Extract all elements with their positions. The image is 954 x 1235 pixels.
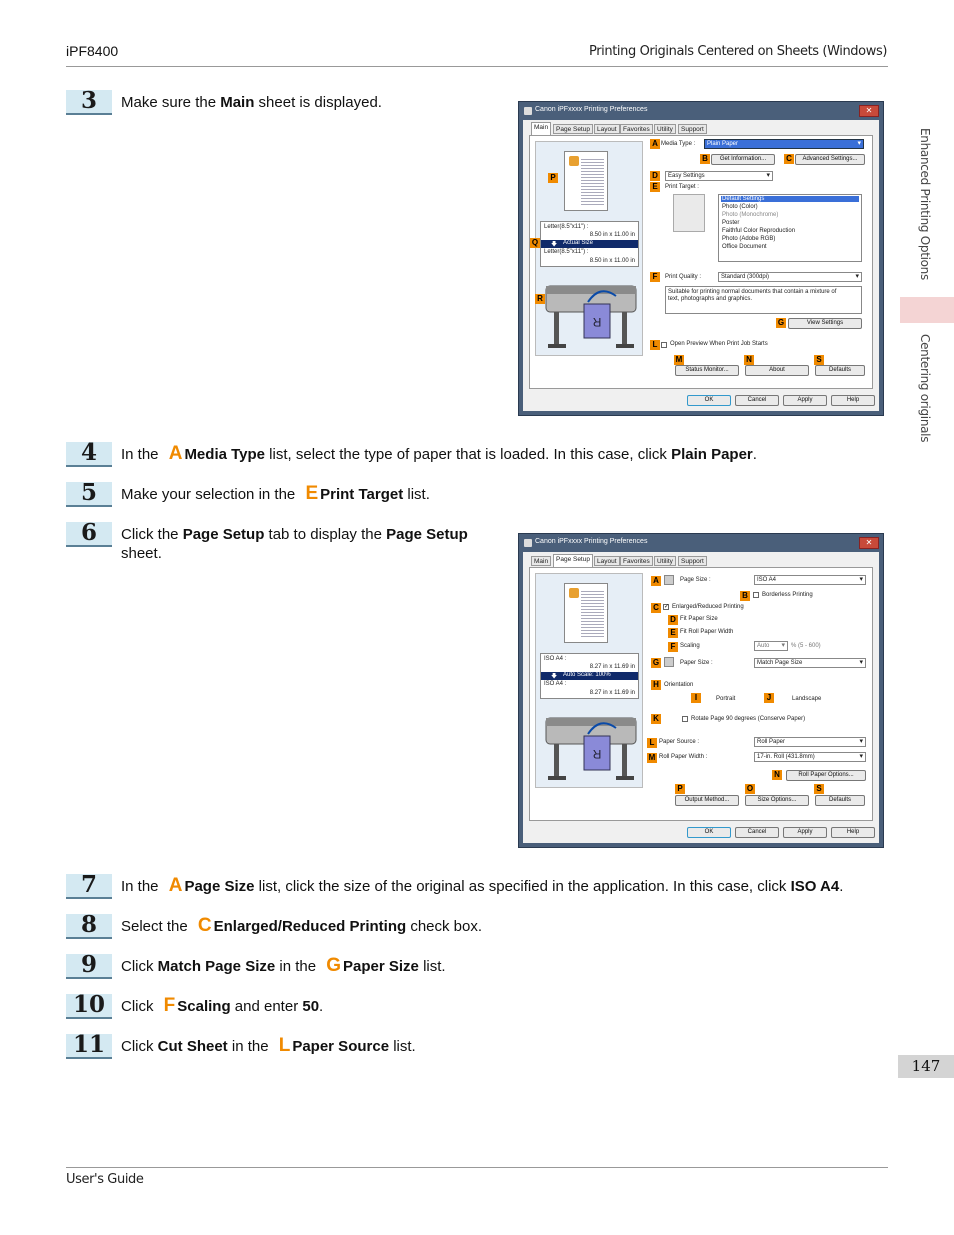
down-arrow-icon: 🡇: [551, 242, 558, 248]
tab-support[interactable]: Support: [678, 556, 707, 566]
view-settings-button[interactable]: View Settings: [788, 318, 862, 329]
marker-a: A: [650, 139, 660, 149]
marker-o: O: [746, 784, 754, 793]
tab-favorites[interactable]: Favorites: [620, 556, 653, 566]
roll-width-select[interactable]: 17-in. Roll (431.8mm) ▾: [754, 752, 866, 762]
marker-n: N: [744, 355, 754, 365]
main-panel: [529, 135, 873, 389]
marker-h: H: [651, 680, 661, 690]
original-size-dims: 8.27 in x 11.69 in: [589, 664, 635, 670]
auto-scale-label: Auto Scale: 100%: [563, 672, 611, 678]
defaults-button[interactable]: Defaults: [815, 795, 865, 806]
media-type-select[interactable]: Plain Paper ▾: [704, 139, 864, 149]
step-number-badge: 8: [66, 914, 112, 939]
scaling-input[interactable]: Auto ▾: [754, 641, 788, 651]
printer-illustration-icon: [544, 704, 640, 784]
help-button[interactable]: Help: [831, 395, 875, 406]
header-model: iPF8400: [66, 43, 119, 59]
svg-text:R: R: [592, 747, 602, 761]
scaling-radio[interactable]: Scaling: [680, 643, 700, 649]
text-lines-graphic: [581, 589, 604, 638]
original-size-label: ISO A4 :: [544, 656, 567, 662]
marker-g: G: [777, 318, 785, 327]
about-button[interactable]: About: [745, 365, 809, 376]
output-size-label: ISO A4 :: [544, 681, 567, 687]
tab-main[interactable]: Main: [531, 122, 551, 135]
advanced-settings-button[interactable]: Advanced Settings...: [795, 154, 865, 165]
marker-l: L: [650, 340, 660, 350]
marker-c: C: [784, 154, 794, 164]
fit-roll-width-radio[interactable]: Fit Roll Paper Width: [680, 629, 734, 635]
print-quality-label: Print Quality :: [665, 274, 702, 280]
side-tab-centering-originals[interactable]: Centering originals: [918, 334, 932, 443]
step-number-badge: 7: [66, 874, 112, 899]
size-options-button[interactable]: Size Options...: [745, 795, 809, 806]
media-type-label: Media Type :: [661, 141, 696, 147]
marker-f: F: [650, 272, 660, 282]
step-number-badge: 9: [66, 954, 112, 979]
paper-size-select[interactable]: Match Page Size ▾: [754, 658, 866, 668]
step-7-text: In the A Page Size list, click the size of the original as specified in the application. In this case, click ISO A4.: [121, 875, 844, 896]
rotate-label: Rotate Page 90 degrees (Conserve Paper): [691, 716, 806, 722]
status-monitor-button[interactable]: Status Monitor...: [675, 365, 739, 376]
page-number: 147: [898, 1055, 954, 1078]
print-target-thumbnail-icon: [673, 194, 705, 232]
borderless-checkbox[interactable]: [753, 592, 759, 598]
defaults-button[interactable]: Defaults: [815, 365, 865, 376]
marker-e: E: [650, 182, 660, 192]
marker-d: D: [668, 615, 678, 625]
step-number-badge: 10: [66, 994, 112, 1019]
printing-preferences-main-screenshot: [518, 101, 884, 416]
marker-m: M: [648, 753, 656, 762]
scaling-range: % (5 - 600): [791, 643, 821, 649]
print-target-option[interactable]: Poster: [722, 220, 740, 226]
open-preview-checkbox[interactable]: [661, 342, 667, 348]
step-3-text: Make sure the Main sheet is displayed.: [121, 94, 382, 111]
tab-main[interactable]: Main: [531, 556, 551, 566]
description-box: [665, 286, 862, 314]
paper-preview: [564, 151, 608, 211]
step-6-text: Click the Page Setup tab to display the Page Setup sheet.: [121, 526, 468, 562]
marker-e: E: [668, 628, 678, 638]
step-8-text: Select the C Enlarged/Reduced Printing check box.: [121, 915, 483, 936]
rotate-checkbox[interactable]: [682, 716, 688, 722]
printing-preferences-page-setup-screenshot: [518, 533, 884, 848]
scale-bar: [541, 240, 638, 248]
marker-l: L: [647, 738, 657, 748]
marker-d: D: [650, 171, 660, 181]
marker-a: A: [651, 576, 661, 586]
marker-g: G: [652, 658, 660, 667]
page-size-icon: [664, 575, 674, 585]
text-lines-graphic: [581, 157, 604, 206]
marker-j: J: [764, 693, 774, 703]
tab-support[interactable]: Support: [678, 124, 707, 134]
output-size-dims: 8.27 in x 11.69 in: [589, 690, 635, 696]
marker-q: Q: [531, 238, 539, 247]
paper-source-select[interactable]: Roll Paper ▾: [754, 737, 866, 747]
marker-r: R: [535, 294, 545, 304]
output-size-dims: 8.50 in x 11.00 in: [589, 258, 635, 264]
marker-n: N: [772, 770, 782, 780]
tab-layout[interactable]: Layout: [594, 556, 620, 566]
step-number-badge: 5: [66, 482, 112, 507]
close-icon[interactable]: ✕: [859, 537, 879, 549]
dialog-title: Canon iPFxxxx Printing Preferences: [535, 538, 648, 545]
step-number-badge: 11: [66, 1034, 112, 1059]
photo-thumbnail-icon: [569, 156, 579, 166]
open-preview-label: Open Preview When Print Job Starts: [670, 341, 768, 347]
fit-paper-size-radio[interactable]: Fit Paper Size: [680, 616, 718, 622]
output-size-label: Letter(8.5"x11") :: [544, 249, 589, 255]
photo-thumbnail-icon: [569, 588, 579, 598]
print-quality-select[interactable]: Standard (300dpi) ▾: [718, 272, 862, 282]
print-target-option[interactable]: Office Document: [722, 244, 767, 250]
apply-button[interactable]: Apply: [783, 827, 827, 838]
side-tab-enhanced-printing[interactable]: Enhanced Printing Options: [918, 128, 932, 280]
page-size-label: Page Size :: [680, 577, 711, 583]
marker-i: I: [691, 693, 701, 703]
help-button[interactable]: Help: [831, 827, 875, 838]
apply-button[interactable]: Apply: [783, 395, 827, 406]
tab-utility[interactable]: Utility: [654, 124, 676, 134]
printer-illustration-icon: [544, 272, 640, 352]
cancel-button[interactable]: Cancel: [735, 395, 779, 406]
roll-paper-options-button[interactable]: Roll Paper Options...: [786, 770, 866, 781]
original-size-label: Letter(8.5"x11") :: [544, 224, 589, 230]
marker-s: S: [814, 355, 824, 365]
orientation-label: Orientation: [664, 682, 694, 688]
original-size-dims: 8.50 in x 11.00 in: [589, 232, 635, 238]
print-target-option[interactable]: Faithful Color Reproduction: [722, 228, 796, 234]
tab-page-setup[interactable]: Page Setup: [553, 124, 593, 134]
enlarged-checkbox[interactable]: ✓: [664, 604, 670, 610]
scale-bar: [541, 672, 638, 680]
print-target-description: Suitable for printing normal documents that contain a mixture of text, photographs and graphics.: [668, 289, 837, 302]
print-target-option[interactable]: Photo (Monochrome): [722, 212, 779, 218]
actual-size-label: Actual Size: [563, 240, 594, 246]
print-target-label: Print Target :: [665, 184, 699, 190]
side-tab-highlight: [900, 297, 954, 323]
dialog-body: [523, 120, 879, 411]
dialog-title: Canon iPFxxxx Printing Preferences: [535, 106, 648, 113]
ok-button[interactable]: OK: [687, 395, 731, 406]
marker-m: M: [675, 355, 683, 364]
paper-source-label: Paper Source :: [659, 739, 700, 745]
step-number-badge: 4: [66, 442, 112, 467]
easy-settings-select[interactable]: Easy Settings ▾: [665, 171, 773, 181]
portrait-radio[interactable]: Portrait: [716, 696, 736, 702]
marker-c: C: [651, 603, 661, 613]
down-arrow-icon: 🡇: [551, 674, 558, 680]
step-number-badge: 3: [66, 90, 112, 115]
paper-preview: [564, 583, 608, 643]
cancel-button[interactable]: Cancel: [735, 827, 779, 838]
header-divider: [66, 66, 888, 67]
roll-width-label: Roll Paper Width :: [659, 754, 708, 760]
print-target-option[interactable]: Default Settings: [721, 196, 859, 202]
step-9-text: Click Match Page Size in the G Paper Size list.: [121, 955, 446, 976]
size-info-box: [540, 653, 639, 699]
step-4-text: In the A Media Type list, select the type of paper that is loaded. In this case, click Plain Paper.: [121, 443, 757, 464]
borderless-label: Borderless Printing: [762, 592, 813, 598]
step-5-text: Make your selection in the E Print Target list.: [121, 483, 430, 504]
marker-p: P: [548, 173, 558, 183]
marker-s: S: [814, 784, 824, 794]
size-info-box: [540, 221, 639, 267]
marker-p: P: [675, 784, 685, 794]
output-method-button[interactable]: Output Method...: [675, 795, 739, 806]
footer-guide-title: User's Guide: [66, 1172, 144, 1187]
tab-utility[interactable]: Utility: [654, 556, 676, 566]
print-target-list[interactable]: [718, 194, 862, 262]
tab-page-setup[interactable]: Page Setup: [553, 554, 593, 567]
page-setup-panel: [529, 567, 873, 821]
svg-text:R: R: [592, 315, 602, 329]
printer-icon: [524, 539, 532, 547]
marker-f: F: [668, 642, 678, 652]
dialog-body: [523, 552, 879, 843]
marker-b: B: [740, 591, 750, 601]
ok-button[interactable]: OK: [687, 827, 731, 838]
step-11-text: Click Cut Sheet in the L Paper Source list.: [121, 1035, 416, 1056]
close-icon[interactable]: ✕: [859, 105, 879, 117]
enlarged-label: Enlarged/Reduced Printing: [672, 604, 744, 610]
paper-size-label: Paper Size :: [680, 660, 713, 666]
step-10-text: Click F Scaling and enter 50.: [121, 995, 324, 1016]
print-target-option[interactable]: Photo (Adobe RGB): [722, 236, 776, 242]
page-size-select[interactable]: ISO A4 ▾: [754, 575, 866, 585]
paper-size-icon: [664, 657, 674, 667]
marker-b: B: [700, 154, 710, 164]
step-number-badge: 6: [66, 522, 112, 547]
get-information-button[interactable]: Get Information...: [711, 154, 775, 165]
tab-layout[interactable]: Layout: [594, 124, 620, 134]
tab-favorites[interactable]: Favorites: [620, 124, 653, 134]
print-target-option[interactable]: Photo (Color): [722, 204, 758, 210]
printer-icon: [524, 107, 532, 115]
marker-k: K: [651, 714, 661, 724]
header-section-title: Printing Originals Centered on Sheets (Windows): [589, 44, 887, 59]
footer-divider: [66, 1167, 888, 1168]
landscape-radio[interactable]: Landscape: [792, 696, 822, 702]
